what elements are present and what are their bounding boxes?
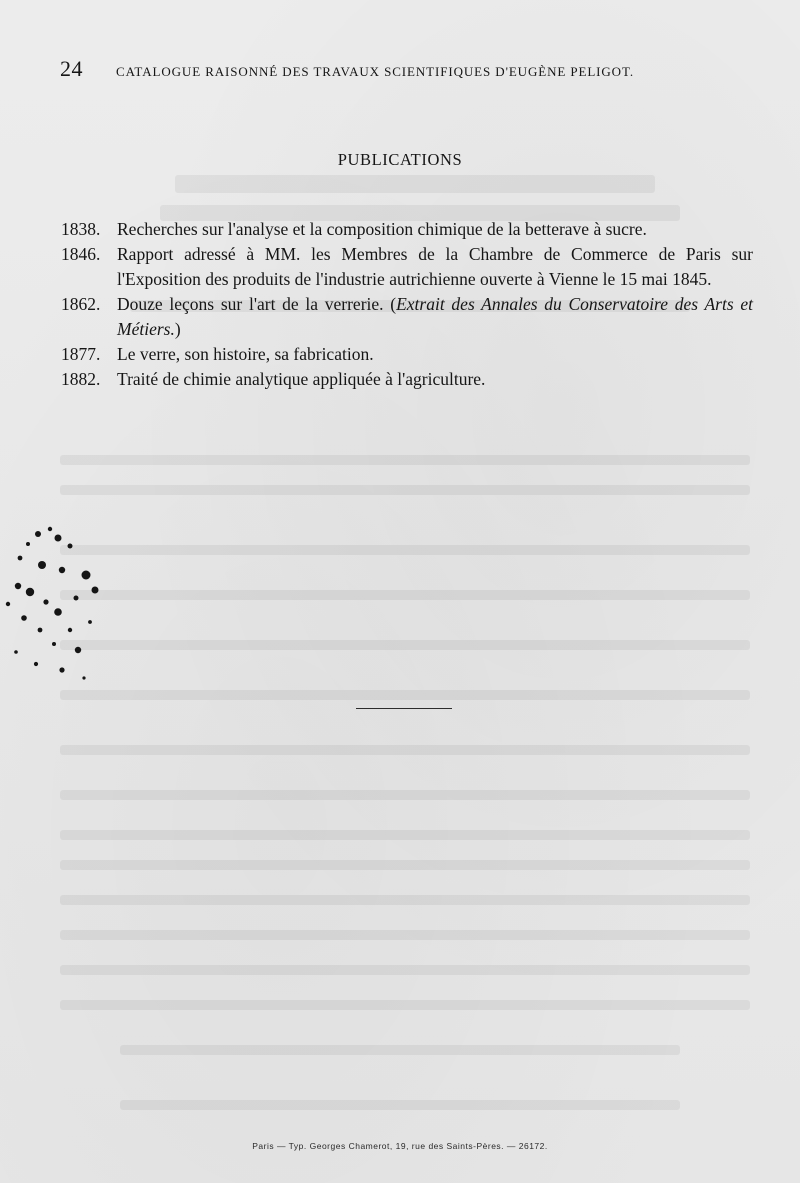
page-number: 24 (60, 56, 83, 81)
publication-source-note: Extrait des Annales du Conservatoire des Arts et Métiers. (117, 294, 753, 339)
horizontal-rule (356, 708, 452, 709)
publication-year: 1877. (61, 344, 101, 364)
publication-year: 1882. (61, 369, 101, 389)
publication-title: Douze leçons sur l'art de la verrerie. (117, 294, 384, 314)
publication-title: Traité de chimie analytique appliquée à l'agriculture. (117, 369, 486, 389)
publication-title: Le verre, son histoire, sa fabrication. (117, 344, 374, 364)
publication-year: 1862. (61, 294, 101, 314)
publication-list (61, 217, 753, 392)
publication-entry (61, 342, 753, 367)
publication-entry (61, 367, 753, 392)
running-title: CATALOGUE RAISONNÉ DES TRAVAUX SCIENTIFIQUES D'EUGÈNE PELIGOT. (116, 64, 634, 79)
ink-stain-mark (0, 520, 110, 690)
printer-imprint: Paris — Typ. Georges Chamerot, 19, rue des Saints-Pères. — 26172. (252, 1141, 548, 1151)
publication-entry (61, 217, 753, 242)
publication-year: 1838. (61, 219, 101, 239)
section-title: PUBLICATIONS (337, 150, 463, 169)
publication-title: Rapport adressé à MM. les Membres de la Chambre de Commerce de Paris sur l'Exposition des produits de l'industrie autrichienne ouverte à Vienne le 15 mai 1845. (117, 244, 753, 289)
running-header (60, 56, 730, 86)
publication-title-with-note: Douze leçons sur l'art de la verrerie. (Extrait des Annales du Conservatoire des Arts et Métiers.) (117, 294, 753, 339)
publication-title: Recherches sur l'analyse et la composition chimique de la betterave à sucre. (117, 219, 647, 239)
publication-entry (61, 242, 753, 292)
publication-entry (61, 292, 753, 342)
publication-year: 1846. (61, 244, 101, 264)
